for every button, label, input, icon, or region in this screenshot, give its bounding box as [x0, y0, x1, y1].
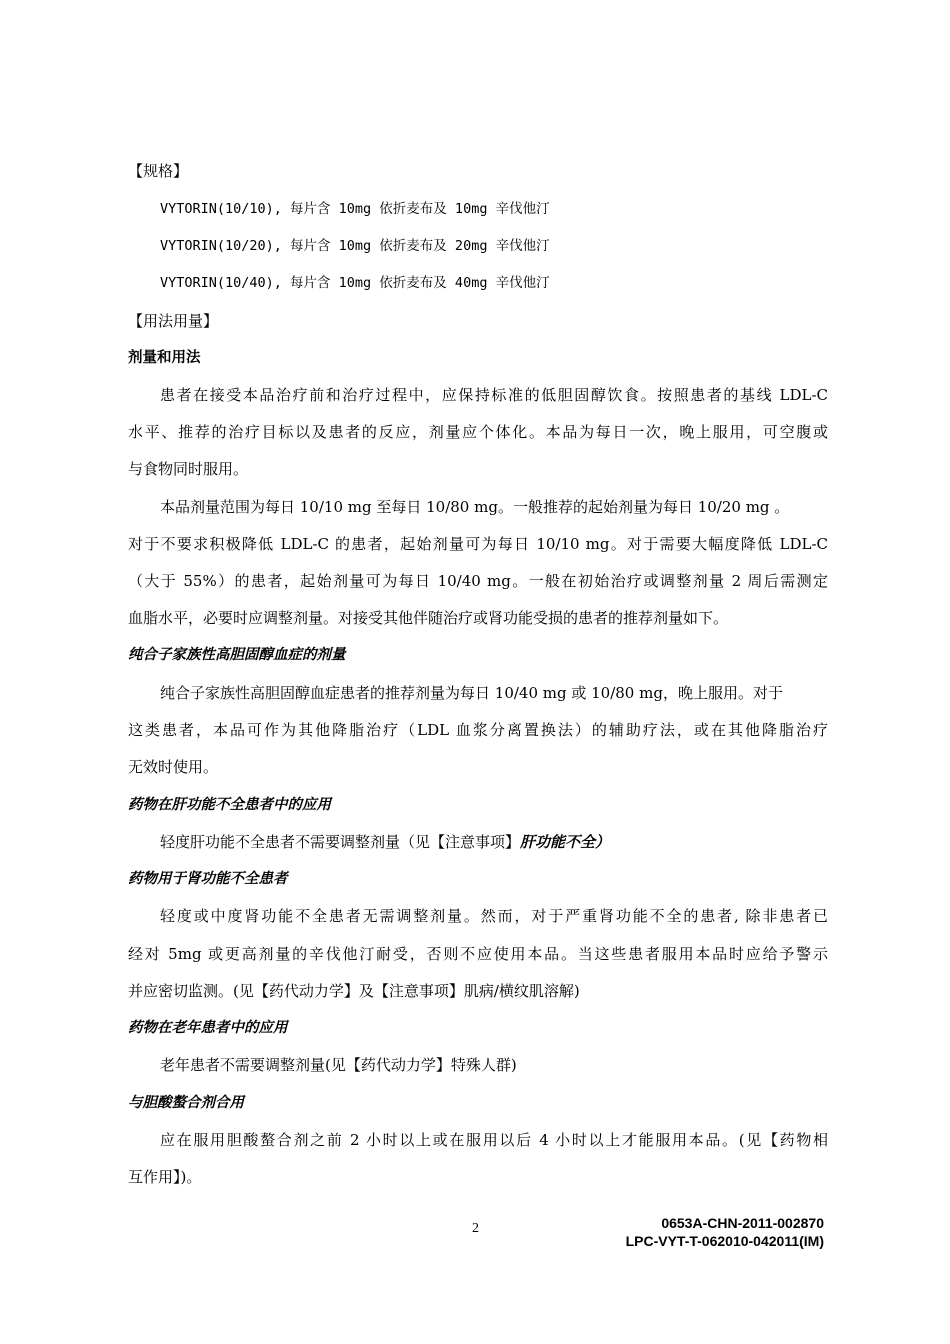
- dosage-p2-line3: （大于 55%）的患者，起始剂量可为每日 10/40 mg。一般在初始治疗或调整剂量 2 周后需测定: [128, 572, 828, 590]
- elderly-heading: 药物在老年患者中的应用: [128, 1020, 288, 1036]
- bile-line2: 互作用】)。: [128, 1168, 202, 1186]
- usage-heading: 【用法用量】: [128, 312, 219, 330]
- spec-heading: 【规格】: [128, 162, 189, 180]
- dosage-subheading: 剂量和用法: [128, 350, 201, 366]
- elderly-text: 老年患者不需要调整剂量(见【药代动力学】特殊人群): [160, 1056, 517, 1074]
- renal-heading: 药物用于肾功能不全患者: [128, 871, 288, 887]
- dosage-p2-line1: 本品剂量范围为每日 10/10 mg 至每日 10/80 mg。一般推荐的起始剂量为每日 10/20 mg 。: [160, 498, 790, 516]
- hepatic-heading: 药物在肝功能不全患者中的应用: [128, 797, 331, 813]
- hepatic-text: [160, 832, 828, 852]
- dosage-p2-line4: 血脂水平，必要时应调整剂量。对接受其他伴随治疗或肾功能受损的患者的推荐剂量如下。: [128, 609, 729, 627]
- dosage-p2-line2: 对于不要求积极降低 LDL-C 的患者，起始剂量可为每日 10/10 mg。对于需要大幅度降低 LDL-C: [128, 535, 828, 553]
- renal-line3: 并应密切监测。(见【药代动力学】及【注意事项】肌病/横纹肌溶解): [128, 982, 580, 1000]
- dosage-p1-line1: 患者在接受本品治疗前和治疗过程中，应保持标准的低胆固醇饮食。按照患者的基线 LDL-C: [160, 386, 828, 404]
- hepatic-text-prefix: 轻度肝功能不全患者不需要调整剂量（见【注意事项】: [160, 833, 521, 851]
- dosage-p1-line3: 与食物同时服用。: [128, 460, 249, 478]
- document-code-1: 0653A-CHN-2011-002870: [661, 1215, 824, 1231]
- spec-item-10-20: VYTORIN(10/20), 每片含 10mg 依折麦布及 20mg 辛伐他汀: [160, 238, 550, 254]
- homozygous-line1: 纯合子家族性高胆固醇血症患者的推荐剂量为每日 10/40 mg 或 10/80 mg，晚上服用。对于: [160, 684, 783, 702]
- homozygous-line3: 无效时使用。: [128, 758, 219, 776]
- homozygous-heading: 纯合子家族性高胆固醇血症的剂量: [128, 647, 346, 663]
- page-number: 2: [472, 1221, 479, 1236]
- renal-line1: 轻度或中度肾功能不全患者无需调整剂量。然而，对于严重肾功能不全的患者, 除非患者已: [160, 907, 828, 925]
- bile-line1: 应在服用胆酸螯合剂之前 2 小时以上或在服用以后 4 小时以上才能服用本品。(见【药物相: [160, 1131, 828, 1149]
- spec-item-10-10: VYTORIN(10/10), 每片含 10mg 依折麦布及 10mg 辛伐他汀: [160, 201, 550, 217]
- dosage-p1-line2: 水平、推荐的治疗目标以及患者的反应，剂量应个体化。本品为每日一次，晚上服用，可空腹或: [128, 423, 828, 441]
- bile-heading: 与胆酸螯合剂合用: [128, 1095, 244, 1111]
- document-code-2: LPC-VYT-T-062010-042011(IM): [625, 1233, 824, 1249]
- spec-item-10-40: VYTORIN(10/40), 每片含 10mg 依折麦布及 40mg 辛伐他汀: [160, 275, 550, 291]
- hepatic-text-emphasis: 肝功能不全）: [520, 833, 611, 851]
- renal-line2: 经对 5mg 或更高剂量的辛伐他汀耐受，否则不应使用本品。当这些患者服用本品时应给予警示: [128, 945, 828, 963]
- homozygous-line2: 这类患者，本品可作为其他降脂治疗（LDL 血浆分离置换法）的辅助疗法，或在其他降脂治疗: [128, 721, 828, 739]
